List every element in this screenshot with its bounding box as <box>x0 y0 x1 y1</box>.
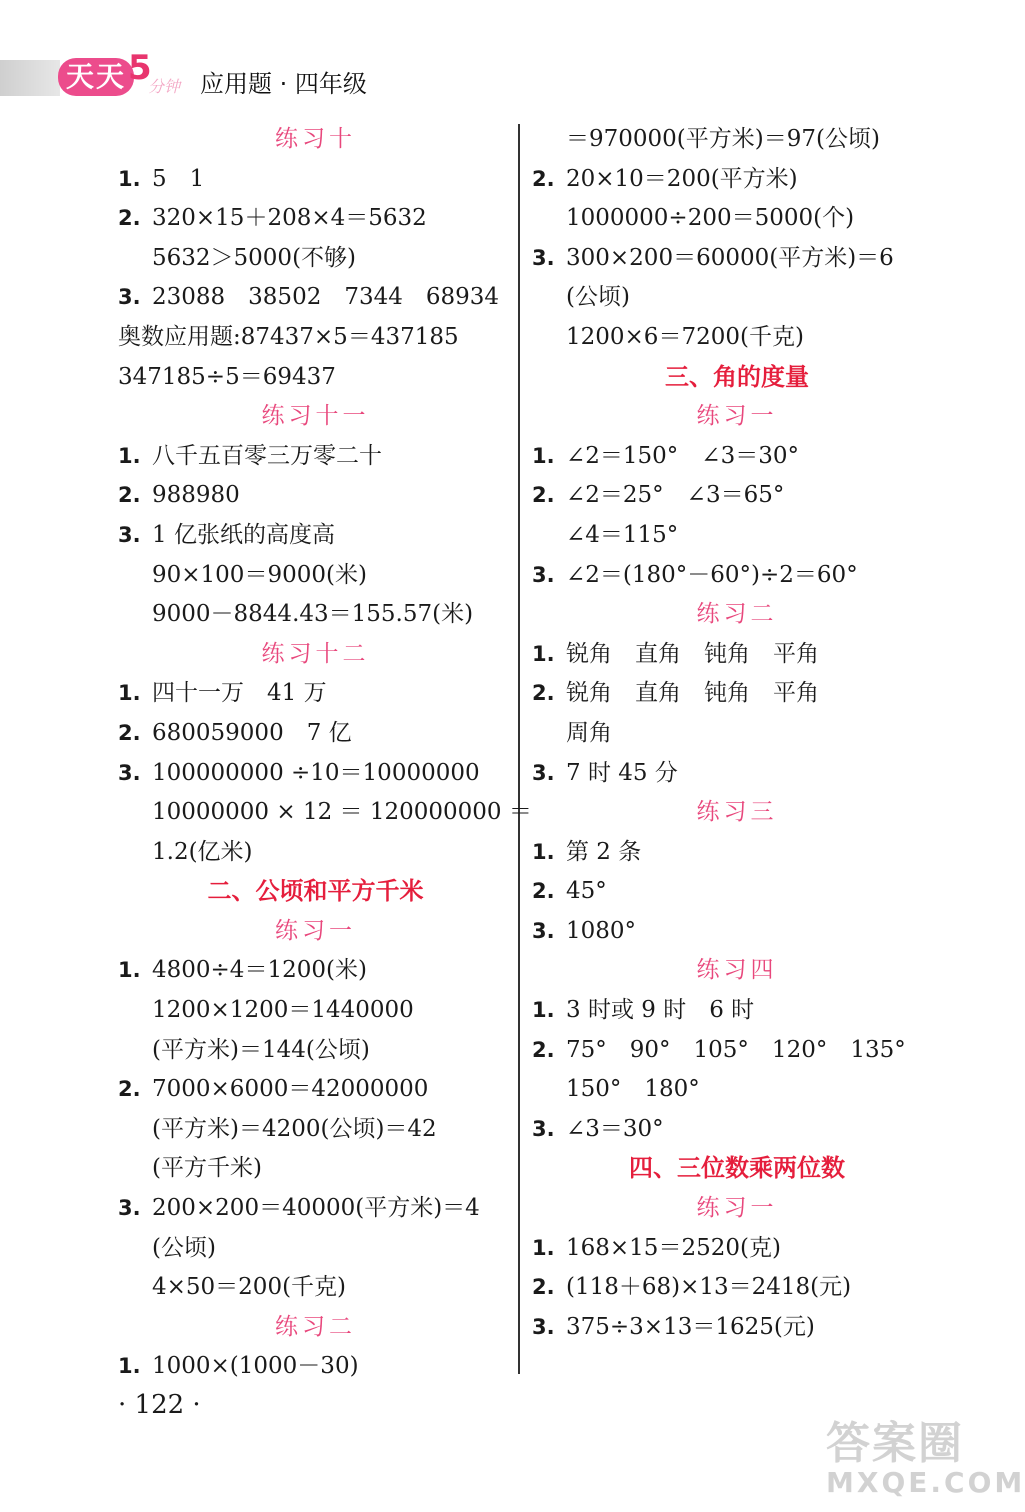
exercise-heading: 练习一 <box>275 917 356 944</box>
answer-text: 20×10＝200(平方米) <box>566 165 798 192</box>
answer-text: 1200×6＝7200(千克) <box>566 323 804 350</box>
answer-line <box>118 318 513 358</box>
question-number: 3. <box>532 918 555 943</box>
watermark-logo <box>826 1418 1025 1506</box>
answer-line <box>532 476 942 516</box>
answer-line <box>118 1347 513 1387</box>
answer-text: 75° 90° 105° 120° 135° <box>566 1036 906 1063</box>
question-number: 2. <box>118 720 141 745</box>
question-number: 1. <box>532 998 555 1023</box>
watermark-bottom: MXQE.COM <box>826 1466 1025 1499</box>
answer-line <box>532 1229 942 1269</box>
book-title: 应用题 · 四年级 <box>200 70 367 98</box>
answer-text: 1080° <box>566 917 637 944</box>
answer-line <box>118 1070 513 1110</box>
section-heading: 四、三位数乘两位数 <box>629 1154 845 1183</box>
answer-line <box>532 635 942 675</box>
answer-text: 四十一万 41 万 <box>152 680 327 707</box>
answer-line <box>118 1031 513 1071</box>
answer-text: 200×200＝40000(平方米)＝4 <box>152 1195 480 1222</box>
answer-text: 4800÷4＝1200(米) <box>152 957 367 984</box>
answer-text: 1 亿张纸的高度高 <box>152 521 335 548</box>
exercise-heading: 练习一 <box>696 1195 778 1222</box>
answer-line <box>532 872 942 912</box>
question-number: 2. <box>532 1037 555 1062</box>
answer-text: 347185÷5＝69437 <box>118 363 336 390</box>
answer-line <box>118 278 513 318</box>
exercise-heading: 练习二 <box>275 1313 356 1340</box>
question-number: 3. <box>118 285 141 310</box>
question-number: 2. <box>532 1275 555 1300</box>
answer-line <box>532 516 942 556</box>
answer-text: 375÷3×13＝1625(元) <box>566 1313 815 1340</box>
answer-line <box>118 991 513 1031</box>
question-number: 2. <box>532 483 555 508</box>
answer-text: 90×100＝9000(米) <box>152 561 367 588</box>
answer-text: (公顷) <box>152 1234 216 1261</box>
answer-text: ∠3＝30° <box>566 1115 664 1142</box>
exercise-heading: 练习十 <box>275 126 356 152</box>
answer-text: (平方米)＝144(公顷) <box>152 1036 370 1063</box>
answer-text: 9000－8844.43＝155.57(米) <box>152 601 474 628</box>
question-number: 1. <box>532 839 555 864</box>
answer-text: ＝970000(平方米)＝97(公顷) <box>566 126 880 152</box>
answer-line <box>532 278 942 318</box>
question-number: 1. <box>118 443 141 468</box>
answer-text: 45° <box>566 878 607 905</box>
answer-text: (平方米)＝4200(公顷)＝42 <box>152 1115 437 1142</box>
answer-text: 300×200＝60000(平方米)＝6 <box>566 244 894 271</box>
question-number: 1. <box>532 1235 555 1260</box>
exercise-heading: 练习四 <box>696 957 778 984</box>
answer-line <box>532 1308 942 1348</box>
question-number: 2. <box>532 879 555 904</box>
question-number: 1. <box>532 641 555 666</box>
question-number: 2. <box>118 206 141 231</box>
answer-line <box>532 674 942 714</box>
answer-line <box>532 1031 942 1071</box>
answer-line <box>532 912 942 952</box>
exercise-heading: 练习十一 <box>261 403 370 430</box>
answer-line <box>532 160 942 200</box>
question-number: 1. <box>532 443 555 468</box>
answer-text: 10000000 × 12 ＝ 120000000 ＝ <box>152 799 532 826</box>
answer-text: 锐角 直角 钝角 平角 <box>566 640 819 667</box>
answer-line <box>532 991 942 1031</box>
answer-line <box>532 437 942 477</box>
exercise-heading: 练习一 <box>696 403 778 430</box>
answer-text: 3 时或 9 时 6 时 <box>566 997 755 1024</box>
exercise-heading: 练习三 <box>696 799 778 826</box>
answer-line <box>118 595 513 635</box>
question-number: 2. <box>118 483 141 508</box>
answer-line <box>532 1110 942 1150</box>
answer-text: 1000000÷200＝5000(个) <box>566 205 855 232</box>
series-logo-number: 5 <box>128 48 152 88</box>
answer-text: 988980 <box>152 482 240 509</box>
question-number: 1. <box>118 1354 141 1379</box>
answer-text: 680059000 7 亿 <box>152 719 352 746</box>
question-number: 1. <box>118 958 141 983</box>
question-number: 3. <box>532 1116 555 1141</box>
answer-line <box>118 754 513 794</box>
answer-text: ∠2＝25° ∠3＝65° <box>566 482 785 509</box>
answer-text: ∠2＝(180°－60°)÷2＝60° <box>566 561 858 588</box>
answer-text: 7 时 45 分 <box>566 759 678 786</box>
answer-text: ∠2＝150° ∠3＝30° <box>566 442 799 469</box>
answer-line <box>118 437 513 477</box>
answer-line <box>532 833 942 873</box>
question-number: 3. <box>532 760 555 785</box>
answer-line <box>532 239 942 279</box>
page-header <box>0 48 420 108</box>
answer-text: 5632＞5000(不够) <box>152 244 357 271</box>
answer-line <box>118 199 513 239</box>
answer-line <box>532 556 942 596</box>
exercise-heading: 练习二 <box>696 601 778 628</box>
answer-line <box>118 476 513 516</box>
answer-text: 23088 38502 7344 68934 <box>152 284 500 311</box>
watermark-top: 答案圈 <box>826 1418 964 1469</box>
answer-text: 周角 <box>566 719 612 746</box>
answer-text: 7000×6000＝42000000 <box>152 1076 429 1103</box>
answer-line <box>532 1070 942 1110</box>
answer-text: 锐角 直角 钝角 平角 <box>566 680 819 707</box>
answer-text: 奥数应用题:87437×5＝437185 <box>118 323 459 350</box>
answer-text: 5 1 <box>152 165 205 192</box>
page-number: · 122 · <box>118 1390 201 1420</box>
answer-line <box>118 160 513 200</box>
answer-line <box>532 714 942 754</box>
question-number: 1. <box>118 681 141 706</box>
answer-line <box>532 120 942 160</box>
answer-line <box>118 833 513 873</box>
header-gray-band <box>0 60 60 96</box>
question-number: 2. <box>532 681 555 706</box>
answer-line <box>532 318 942 358</box>
column-divider <box>518 124 520 1374</box>
question-number: 2. <box>118 1077 141 1102</box>
answer-line <box>118 516 513 556</box>
answer-line <box>118 1110 513 1150</box>
section-heading: 三、角的度量 <box>665 362 809 391</box>
answer-text: (平方千米) <box>152 1155 262 1182</box>
answer-line <box>118 714 513 754</box>
answer-text: 168×15＝2520(克) <box>566 1234 781 1261</box>
answer-text: 1200×1200＝1440000 <box>152 997 414 1024</box>
question-number: 3. <box>118 1196 141 1221</box>
answer-line <box>118 951 513 991</box>
answer-text: (公顷) <box>566 284 630 311</box>
answer-line <box>532 1268 942 1308</box>
answer-text: 八千五百零三万零二十 <box>152 442 382 469</box>
answer-line <box>118 674 513 714</box>
series-logo-badge: 天天 <box>58 58 134 96</box>
left-answer-column <box>118 120 532 1387</box>
answer-line <box>118 1149 513 1189</box>
answer-line <box>532 754 942 794</box>
question-number: 3. <box>532 245 555 270</box>
answer-line <box>118 239 513 279</box>
answer-text: ∠4＝115° <box>566 521 679 548</box>
exercise-heading: 练习十二 <box>261 640 370 667</box>
question-number: 3. <box>532 562 555 587</box>
answer-line <box>118 793 532 833</box>
question-number: 3. <box>118 522 141 547</box>
answer-line <box>118 358 513 398</box>
answer-text: 4×50＝200(千克) <box>152 1274 347 1301</box>
answer-line <box>532 199 942 239</box>
question-number: 2. <box>532 166 555 191</box>
series-logo-subtext: 分钟 <box>148 77 181 96</box>
section-heading: 二、公顷和平方千米 <box>207 877 424 906</box>
answer-line <box>118 1229 513 1269</box>
answer-line <box>118 1268 513 1308</box>
answer-line <box>118 556 513 596</box>
answer-text: 1000×(1000－30) <box>152 1353 359 1380</box>
right-answer-column <box>532 120 942 1347</box>
answer-line <box>118 1189 513 1229</box>
question-number: 3. <box>118 760 141 785</box>
answer-text: 100000000 ÷10＝10000000 <box>152 759 480 786</box>
answer-text: (118＋68)×13＝2418(元) <box>566 1274 852 1301</box>
answer-text: 150° 180° <box>566 1076 700 1103</box>
question-number: 1. <box>118 166 141 191</box>
answer-text: 1.2(亿米) <box>152 838 253 865</box>
answer-text: 第 2 条 <box>566 838 642 865</box>
question-number: 3. <box>532 1314 555 1339</box>
answer-text: 320×15＋208×4＝5632 <box>152 205 427 232</box>
